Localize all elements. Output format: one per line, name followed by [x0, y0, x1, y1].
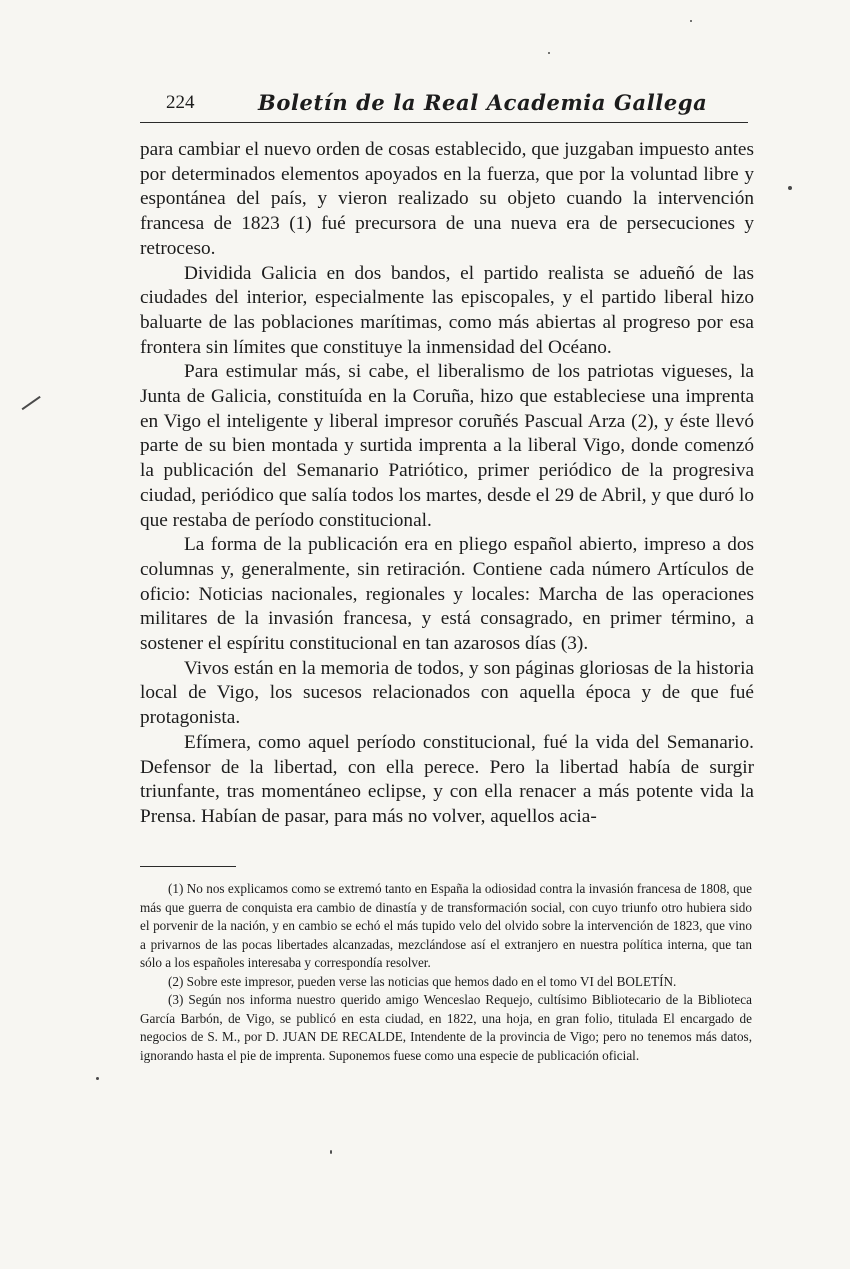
paragraph: Para estimular más, si cabe, el liberalismo de los patriotas vigueses, la Junta de Galicia, constituída en la Coruña, hizo que estableciese una imprenta en Vigo el inteligente y liberal impresor coruñés Pascual Arza (2), y éste llevó parte de su bien montada y surtida imprenta a la liberal Vigo, donde comenzó la publicación del Semanario Patriótico, primer periódico de la progresiva ciudad, periódico que salía todos los martes, desde el 29 de Abril, y que duró lo que restaba de período constitucional.	[140, 361, 754, 531]
footnote: (1) No nos explicamos como se extremó tanto en España la odiosidad contra la invasión francesa de 1808, que más que guerra de conquista era cambio de dinastía y de transformación social, con cuyo triunfo otro hubiera sido el porvenir de la nación, y en cambio se echó el más tupido velo del olvido sobre la intervención de 1823, que vino a privarnos de las pocas libertades alcanzadas, mezclándose así el extranjero en nuestra política interna, que tan sólo a los españoles interesaba y correspondía resolver.	[140, 881, 752, 970]
page-number: 224	[166, 92, 195, 113]
scan-speck	[690, 20, 692, 22]
main-text	[140, 138, 754, 830]
paragraph: Efímera, como aquel período constitucional, fué la vida del Semanario. Defensor de la libertad, con ella perece. Pero la libertad había de surgir triunfante, tras momentáneo eclipse, y con ella renacer a más potente vida la Prensa. Habían de pasar, para más no volver, aquellos acia-	[140, 731, 754, 827]
footnote-divider	[140, 866, 236, 867]
running-header	[140, 90, 748, 123]
scan-speck	[96, 1077, 99, 1080]
scan-speck	[330, 1150, 332, 1154]
scan-speck	[548, 52, 550, 54]
footnote: (2) Sobre este impresor, pueden verse las noticias que hemos dado en el tomo VI del BOLETÍN.	[168, 973, 677, 989]
scan-speck	[788, 186, 792, 190]
running-title: Boletín de la Real Academia Gallega	[258, 90, 708, 115]
footnotes	[140, 880, 752, 1065]
paragraph: La forma de la publicación era en pliego español abierto, impreso a dos columnas y, generalmente, sin retiración. Contiene cada número Artículos de oficio: Noticias nacionales, regionales y locales: Marcha de las operaciones militares de la invasión francesa, y está consagrado, en primer término, a sostener el espíritu constitucional en tan azarosos días (3).	[140, 534, 754, 655]
paragraph: Vivos están en la memoria de todos, y son páginas gloriosas de la historia local de Vigo, los sucesos relacionados con aquella época y de que fué protagonista.	[140, 657, 754, 729]
footnote: (3) Según nos informa nuestro querido amigo Wenceslao Requejo, cultísimo Bibliotecario de la Biblioteca García Barbón, de Vigo, se publicó en esta ciudad, en 1822, una hoja, en gran folio, titulada El encargado de negocios de S. M., por D. JUAN DE RECALDE, Intendente de la provincia de Vigo; pero no tenemos más datos, ignorando hasta el pie de imprenta. Suponemos fuese como una especie de publicación oficial.	[140, 992, 752, 1063]
paragraph: Dividida Galicia en dos bandos, el partido realista se adueñó de las ciudades del interior, especialmente las episcopales, y el partido liberal hizo baluarte de las poblaciones marítimas, como más abiertas al progreso por esa frontera sin límites que constituye la inmensidad del Océano.	[140, 262, 754, 358]
paragraph: para cambiar el nuevo orden de cosas establecido, que juzgaban impuesto antes por determinados elementos apoyados en la fuerza, que por la voluntad libre y espontánea del país, y vieron realizado su objeto cuando la intervención francesa de 1823 (1) fué precursora de una nueva era de persecuciones y retroceso.	[140, 139, 754, 259]
scan-mark	[22, 396, 41, 410]
